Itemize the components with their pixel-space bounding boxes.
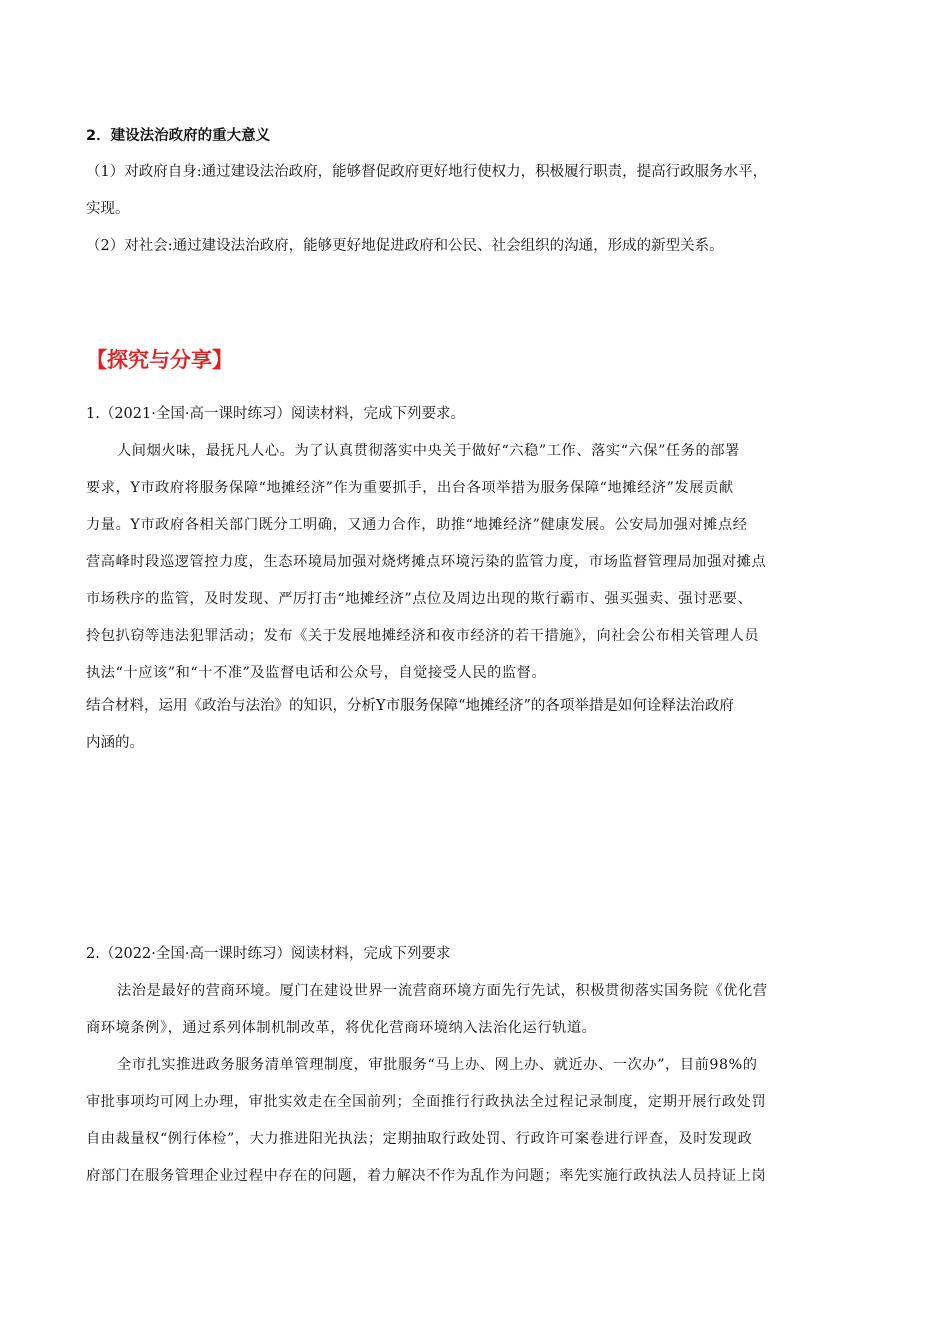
material-line: 全市扎实推进政务服务清单管理制度，审批服务“马上办、网上办、就近办、一次办”，目前98%的 <box>117 1057 758 1073</box>
material-line: 执法“十应该”和“十不准”及监督电话和公众号，自觉接受人民的监督。 <box>86 665 547 681</box>
material-line: 自由裁量权“例行体检”，大力推进阳光执法；定期抽取行政处罚、行政许可案卷进行评查，及时发现政 <box>86 1131 753 1147</box>
point-1-line-1: （1）对政府自身:通过建设法治政府，能够督促政府更好地行使权力，积极履行职责，提高行政服务水平， <box>86 164 768 180</box>
material-line: 力量。Y市政府各相关部门既分工明确，又通力合作，助推“地摊经济”健康发展。公安局加强对摊点经 <box>86 517 748 533</box>
question-2-material-para-2 <box>86 1047 861 1195</box>
material-line: 商环境条例》，通过系列体制机制改革，将优化营商环境纳入法治化运行轨道。 <box>86 1020 597 1036</box>
question-1-prompt-line-1: 结合材料，运用《政治与法治》的知识，分析Y市服务保障“地摊经济”的各项举措是如何诠释法治政府 <box>86 698 734 714</box>
question-1-material <box>86 433 861 692</box>
question-1-prompt-line-2: 内涵的。 <box>86 735 144 751</box>
point-1-line-2: 实现。 <box>86 201 130 217</box>
material-line: 人间烟火味，最抚凡人心。为了认真贯彻落实中央关于做好“六稳”工作、落实“六保”任务的部署 <box>117 443 740 459</box>
material-line: 审批事项均可网上办理，审批实效走在全国前列；全面推行行政执法全过程记录制度，定期开展行政处罚 <box>86 1094 767 1110</box>
question-2-header: 2.（2022·全国·高一课时练习）阅读材料，完成下列要求 <box>86 946 451 962</box>
question-1-header: 1.（2021·全国·高一课时练习）阅读材料，完成下列要求。 <box>86 406 465 422</box>
section-heading: 2．建设法治政府的重大意义 <box>86 128 271 144</box>
material-line: 要求，Y市政府将服务保障“地摊经济”作为重要抓手，出台各项举措为服务保障“地摊经济”发展贡献 <box>86 480 734 496</box>
explore-share-title: 【探究与分享】 <box>86 348 233 372</box>
point-2: （2）对社会:通过建设法治政府，能够更好地促进政府和公民、社会组织的沟通，形成的新型关系。 <box>86 238 724 254</box>
question-2-material-para-1 <box>86 973 861 1047</box>
material-line: 法治是最好的营商环境。厦门在建设世界一流营商环境方面先行先试，积极贯彻落实国务院《优化营 <box>117 983 768 999</box>
material-line: 市场秩序的监管，及时发现、严厉打击“地摊经济”点位及周边出现的欺行霸市、强买强卖、强讨恶要、 <box>86 591 753 607</box>
material-line: 拎包扒窃等违法犯罪活动；发布《关于发展地摊经济和夜市经济的若干措施》，向社会公布相关管理人员 <box>86 628 760 644</box>
question-1-prompt <box>86 688 876 762</box>
material-line: 营高峰时段巡逻管控力度，生态环境局加强对烧烤摊点环境污染的监管力度，市场监督管理局加强对摊点 <box>86 554 767 570</box>
material-line: 府部门在服务管理企业过程中存在的问题，着力解决不作为乱作为问题；率先实施行政执法人员持证上岗 <box>86 1168 767 1184</box>
